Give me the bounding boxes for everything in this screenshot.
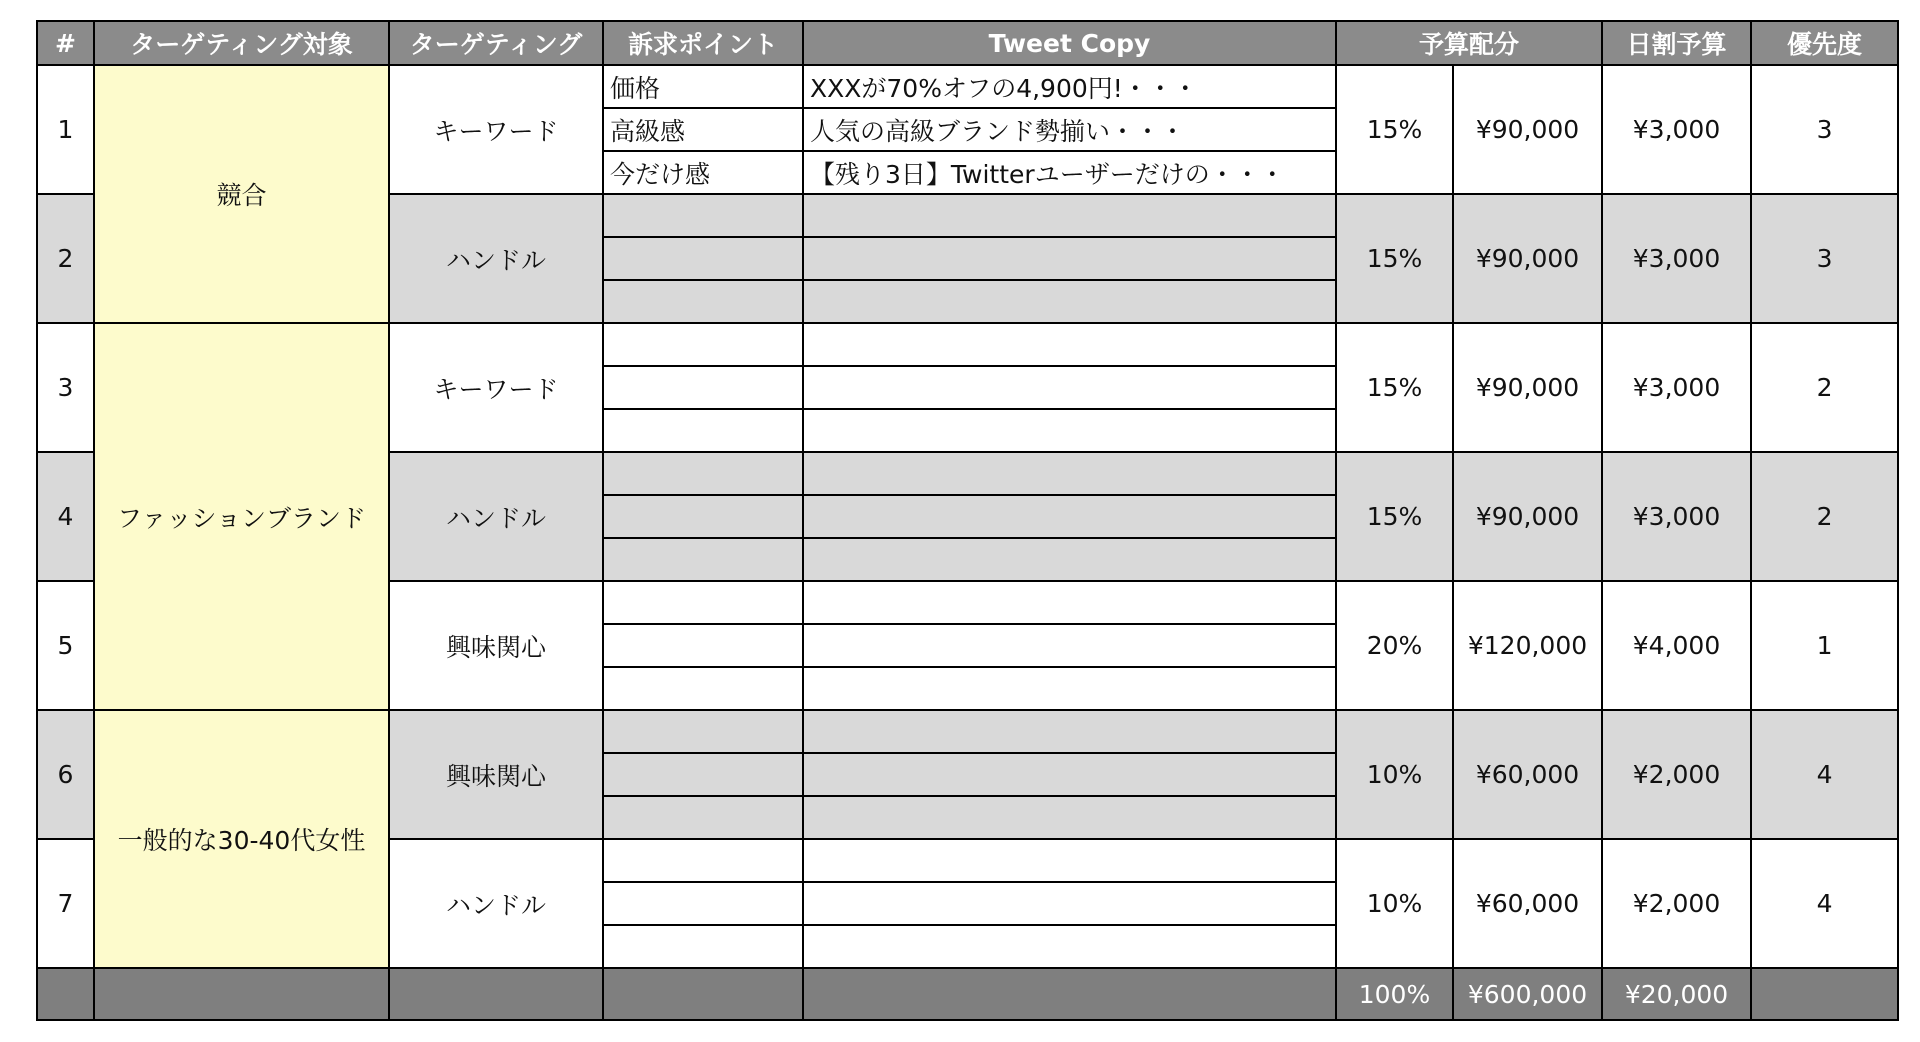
appeal-point: 価格: [603, 65, 803, 108]
tweet-copy: XXXが70%オフの4,900円!・・・: [803, 65, 1336, 108]
appeal-point: 高級感: [603, 108, 803, 151]
daily-budget: ¥4,000: [1602, 581, 1751, 710]
appeal-point: [603, 839, 803, 882]
appeal-point: [603, 753, 803, 796]
appeal-point: [603, 667, 803, 710]
header-budget-allocation: 予算配分: [1336, 21, 1602, 65]
budget-share: 15%: [1336, 194, 1453, 323]
tweet-copy: [803, 925, 1336, 968]
targeting-type: 興味関心: [389, 710, 603, 839]
tweet-copy: [803, 366, 1336, 409]
priority: 4: [1751, 710, 1898, 839]
tweet-copy: [803, 624, 1336, 667]
budget-share: 10%: [1336, 710, 1453, 839]
budget-share: 20%: [1336, 581, 1453, 710]
total-share: 100%: [1336, 968, 1453, 1020]
header-targeting: ターゲティング: [389, 21, 603, 65]
header-priority: 優先度: [1751, 21, 1898, 65]
targeting-type: キーワード: [389, 323, 603, 452]
tweet-copy: [803, 796, 1336, 839]
total-budget: ¥600,000: [1453, 968, 1602, 1020]
row-number: 5: [37, 581, 94, 710]
budget-share: 15%: [1336, 323, 1453, 452]
total-empty-cell: [1751, 968, 1898, 1020]
appeal-point: [603, 280, 803, 323]
targeting-type: キーワード: [389, 65, 603, 194]
total-daily: ¥20,000: [1602, 968, 1751, 1020]
header-num: #: [37, 21, 94, 65]
table-row: [37, 323, 1898, 366]
daily-budget: ¥3,000: [1602, 194, 1751, 323]
appeal-point: [603, 323, 803, 366]
header-tweet-copy: Tweet Copy: [803, 21, 1336, 65]
appeal-point: [603, 581, 803, 624]
daily-budget: ¥3,000: [1602, 452, 1751, 581]
row-number: 2: [37, 194, 94, 323]
appeal-point: [603, 624, 803, 667]
row-number: 6: [37, 710, 94, 839]
row-number: 7: [37, 839, 94, 968]
total-empty-cell: [94, 968, 389, 1020]
tweet-copy: [803, 667, 1336, 710]
targeting-type: 興味関心: [389, 581, 603, 710]
tweet-copy: [803, 581, 1336, 624]
budget-amount: ¥90,000: [1453, 323, 1602, 452]
total-empty-cell: [389, 968, 603, 1020]
budget-amount: ¥90,000: [1453, 194, 1602, 323]
appeal-point: 今だけ感: [603, 151, 803, 194]
appeal-point: [603, 366, 803, 409]
table-row: [37, 710, 1898, 753]
table-row: [37, 65, 1898, 108]
row-number: 1: [37, 65, 94, 194]
appeal-point: [603, 495, 803, 538]
total-empty-cell: [37, 968, 94, 1020]
target-group-cell: 一般的な30-40代女性: [94, 710, 389, 968]
row-number: 3: [37, 323, 94, 452]
tweet-copy: [803, 323, 1336, 366]
appeal-point: [603, 796, 803, 839]
table-body: [37, 65, 1898, 1020]
budget-share: 10%: [1336, 839, 1453, 968]
targeting-type: ハンドル: [389, 452, 603, 581]
budget-amount: ¥120,000: [1453, 581, 1602, 710]
appeal-point: [603, 237, 803, 280]
tweet-copy: [803, 839, 1336, 882]
tweet-copy: [803, 452, 1336, 495]
budget-amount: ¥60,000: [1453, 839, 1602, 968]
daily-budget: ¥3,000: [1602, 65, 1751, 194]
budget-amount: ¥90,000: [1453, 65, 1602, 194]
total-empty-cell: [803, 968, 1336, 1020]
budget-share: 15%: [1336, 452, 1453, 581]
tweet-copy: [803, 538, 1336, 581]
daily-budget: ¥3,000: [1602, 323, 1751, 452]
tweet-copy: [803, 753, 1336, 796]
header-appeal: 訴求ポイント: [603, 21, 803, 65]
targeting-type: ハンドル: [389, 839, 603, 968]
daily-budget: ¥2,000: [1602, 839, 1751, 968]
appeal-point: [603, 710, 803, 753]
tweet-copy: [803, 237, 1336, 280]
priority: 1: [1751, 581, 1898, 710]
tweet-copy: [803, 280, 1336, 323]
total-empty-cell: [603, 968, 803, 1020]
appeal-point: [603, 925, 803, 968]
tweet-copy: [803, 710, 1336, 753]
row-number: 4: [37, 452, 94, 581]
appeal-point: [603, 452, 803, 495]
appeal-point: [603, 882, 803, 925]
budget-share: 15%: [1336, 65, 1453, 194]
header-row: [37, 21, 1898, 65]
budget-amount: ¥60,000: [1453, 710, 1602, 839]
tweet-copy: [803, 495, 1336, 538]
appeal-point: [603, 409, 803, 452]
tweet-copy: [803, 409, 1336, 452]
ad-plan-table: [36, 20, 1899, 1021]
target-group-cell: ファッションブランド: [94, 323, 389, 710]
budget-amount: ¥90,000: [1453, 452, 1602, 581]
targeting-type: ハンドル: [389, 194, 603, 323]
tweet-copy: [803, 194, 1336, 237]
appeal-point: [603, 194, 803, 237]
tweet-copy: 【残り3日】Twitterユーザーだけの・・・: [803, 151, 1336, 194]
priority: 3: [1751, 65, 1898, 194]
priority: 2: [1751, 452, 1898, 581]
header-target-object: ターゲティング対象: [94, 21, 389, 65]
total-row: [37, 968, 1898, 1020]
daily-budget: ¥2,000: [1602, 710, 1751, 839]
priority: 2: [1751, 323, 1898, 452]
appeal-point: [603, 538, 803, 581]
header-daily-budget: 日割予算: [1602, 21, 1751, 65]
target-group-cell: 競合: [94, 65, 389, 323]
tweet-copy: [803, 882, 1336, 925]
tweet-copy: 人気の高級ブランド勢揃い・・・: [803, 108, 1336, 151]
priority: 3: [1751, 194, 1898, 323]
priority: 4: [1751, 839, 1898, 968]
